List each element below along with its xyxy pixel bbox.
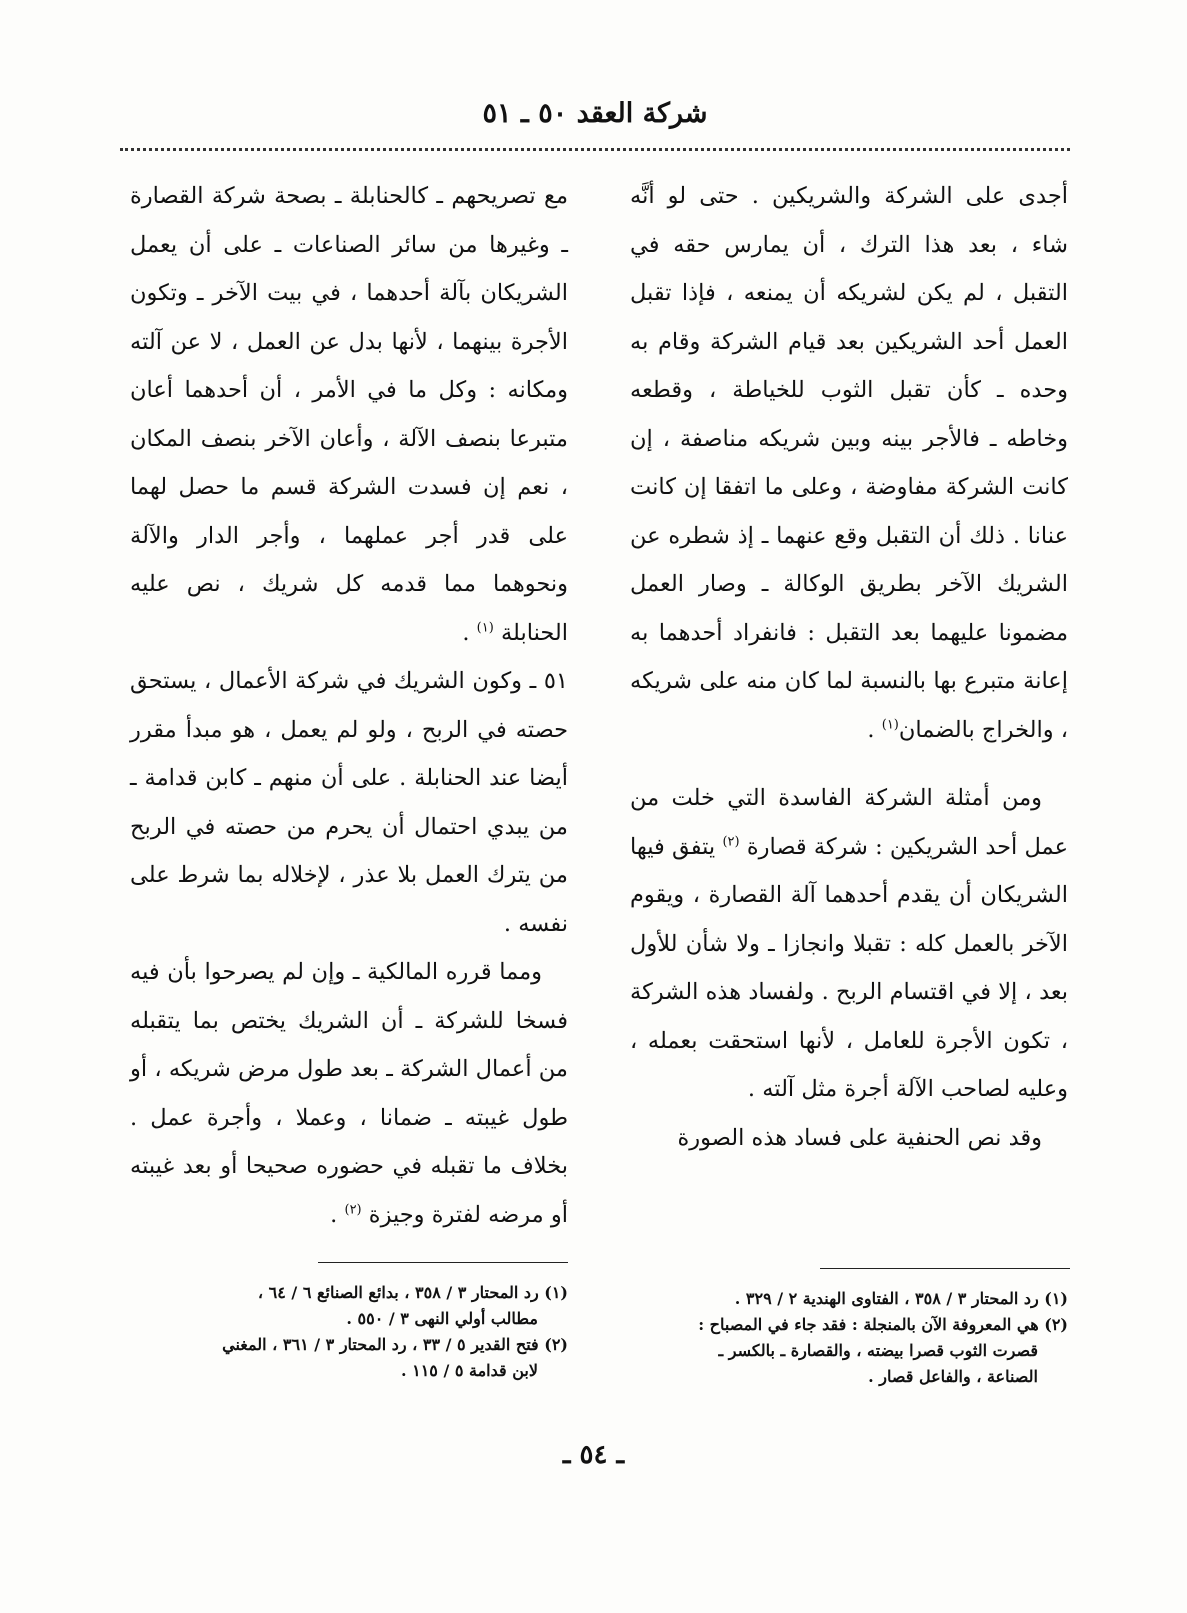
footnote-line: الصناعة ، والفاعل قصار . bbox=[868, 1367, 1038, 1386]
right-column bbox=[630, 172, 1068, 1162]
footnote-line: مطالب أولي النهى ٣ / ٥٥٠ . bbox=[346, 1309, 538, 1328]
footnote-line: (٢) فتح القدير ٥ / ٣٣ ، رد المحتار ٣ / ٣٦١ ، المغني bbox=[222, 1335, 568, 1354]
footnote-separator bbox=[318, 1262, 568, 1263]
paragraph: أجدى على الشركة والشريكين . حتى لو أنَّه شاء ، بعد هذا الترك ، أن يمارس حقه في التقبل ، لم يكن لشريكه أن يمنعه ، فإذا تقبل العمل أحد الشريكين بعد قيام الشركة وقام به وحده ـ كأن تقبل الثوب للخياطة ، وقطعه وخاطه ـ فالأجر بينه وبين شريكه مناصفة ، إن كانت الشركة مفاوضة ، وعلى ما اتفقا إن كانت عنانا . ذلك أن التقبل وقع عنهما ـ إذ شطره عن الشريك الآخر بطريق الوكالة ـ وصار العمل مضمونا عليهما بعد التقبل : فانفراد أحدهما به إعانة متبرع بها بالنسبة لما كان منه على شريكه ، والخراج بالضمان$^{(١)}$ . bbox=[630, 183, 1068, 743]
paragraph: ومن أمثلة الشركة الفاسدة التي خلت من عمل أحد الشريكين : شركة قصارة $^{(٢)}$ يتفق فيها الشريكان أن يقدم أحدهما آلة القصارة ، ويقوم الآخر بالعمل كله : تقبلا وانجازا ـ ولا شأن للأول بعد ، إلا في اقتسام الربح . ولفساد هذه الشركة ، تكون الأجرة للعامل ، لأنها استحقت بعمله ، وعليه لصاحب الآلة أجرة مثل آلته . bbox=[630, 785, 1068, 1102]
footnote-separator bbox=[820, 1268, 1070, 1269]
footnote-line: (٢) هي المعروفة الآن بالمنجلة : فقد جاء في المصباح : bbox=[698, 1315, 1068, 1334]
footnote-line: قصرت الثوب قصرا بيضته ، والقصارة ـ بالكسر ـ bbox=[718, 1341, 1038, 1360]
footnote-ref: (١) bbox=[881, 717, 899, 732]
footnote-ref: (٢) bbox=[344, 1202, 362, 1217]
paragraph: ومما قرره المالكية ـ وإن لم يصرحوا بأن فيه فسخا للشركة ـ أن الشريك يختص بما يتقبله من أعمال الشركة ـ بعد طول مرض شريكه ، أو طول غيبته ـ ضمانا ، وعملا ، وأجرة عمل . بخلاف ما تقبله في حضوره صحيحا أو بعد غيبته أو مرضه لفترة وجيزة $^{(٢)}$ . bbox=[130, 959, 568, 1228]
footnote-ref: (١) bbox=[476, 620, 494, 635]
section-paragraph: ٥١ ـ وكون الشريك في شركة الأعمال ، يستحق حصته في الربح ، ولو لم يعمل ، هو مبدأ مقرر أيضا عند الحنابلة . على أن منهم ـ كابن قدامة ـ من يبدي احتمال أن يحرم من حصته في الربح من يترك العمل بلا عذر ، لإخلاله بما شرط على نفسه . bbox=[130, 668, 568, 937]
footnotes-right bbox=[630, 1286, 1068, 1390]
running-header: شركة العقد ٥٠ ـ ٥١ bbox=[482, 98, 708, 129]
footnote-ref: (٢) bbox=[722, 834, 740, 849]
header-dotted-rule bbox=[120, 148, 1070, 151]
footnotes-left bbox=[130, 1280, 568, 1384]
footnote-line: لابن قدامة ٥ / ١١٥ . bbox=[400, 1361, 538, 1380]
footnote-line: (١) رد المحتار ٣ / ٣٥٨ ، بدائع الصنائع ٦ / ٦٤ ، bbox=[257, 1283, 568, 1302]
footnote-line: (١) رد المحتار ٣ / ٣٥٨ ، الفتاوى الهندية ٢ / ٣٢٩ . bbox=[734, 1289, 1068, 1308]
page-number: ـ ٥٤ ـ bbox=[562, 1440, 625, 1470]
paragraph: مع تصريحهم ـ كالحنابلة ـ بصحة شركة القصارة ـ وغيرها من سائر الصناعات ـ على أن يعمل الشريكان بآلة أحدهما ، في بيت الآخر ـ وتكون الأجرة بينهما ، لأنها بدل عن العمل ، لا عن آلته ومكانه : وكل ما في الأمر ، أن أحدهما أعان متبرعا بنصف الآلة ، وأعان الآخر بنصف المكان ، نعم إن فسدت الشركة قسم ما حصل لهما على قدر أجر عملهما ، وأجر الدار والآلة ونحوهما مما قدمه كل شريك ، نص عليه الحنابلة $^{(١)}$ . bbox=[130, 183, 568, 646]
paragraph: وقد نص الحنفية على فساد هذه الصورة bbox=[677, 1124, 1042, 1151]
left-column bbox=[130, 172, 568, 1239]
